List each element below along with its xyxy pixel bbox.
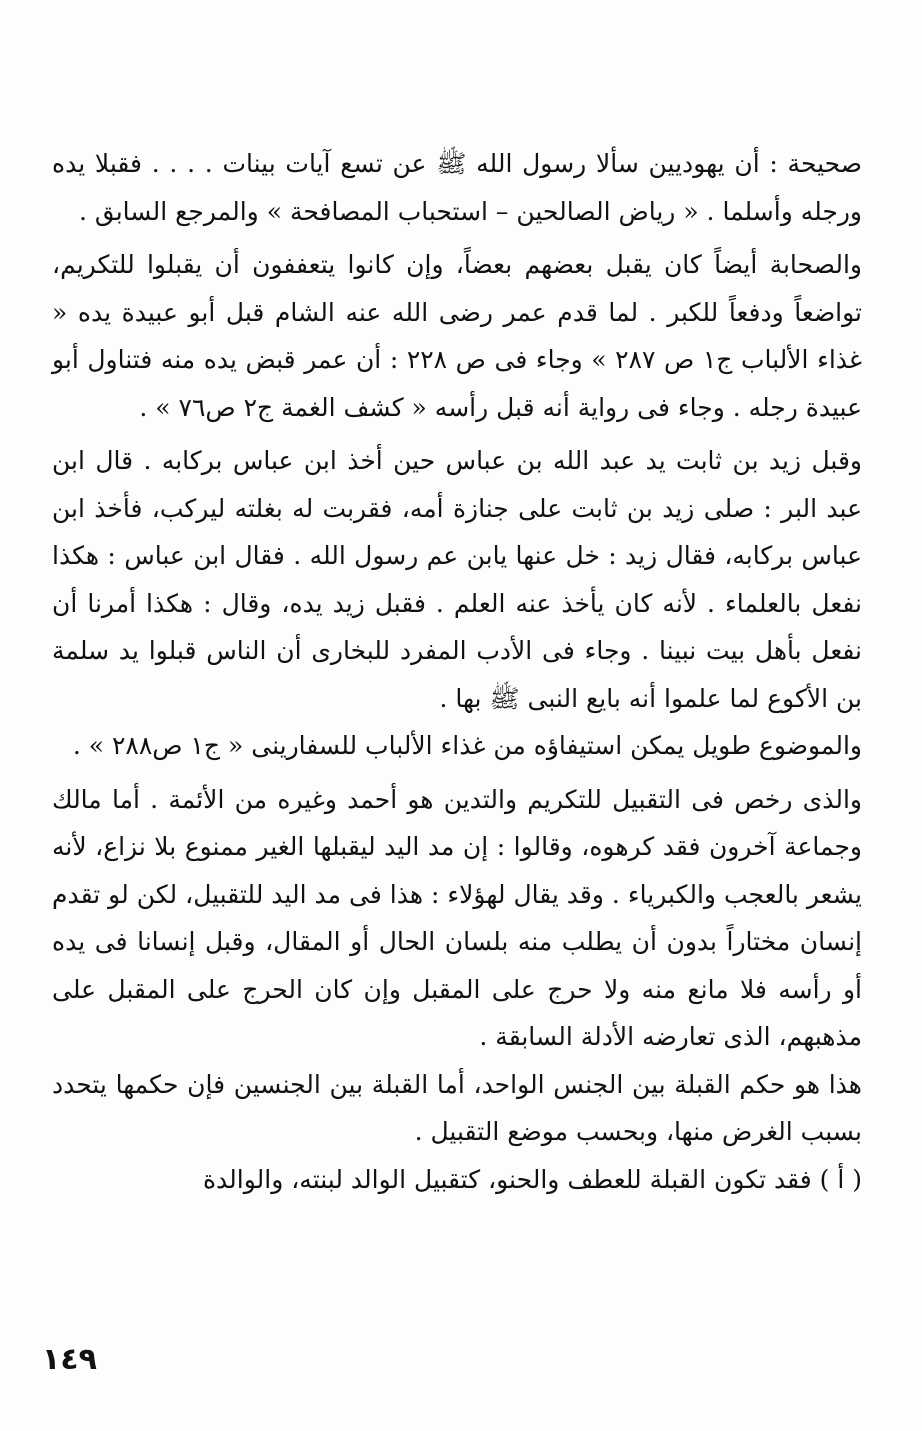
page-body xyxy=(52,140,862,1203)
paragraph-3: وقبل زيد بن ثابت يد عبد الله بن عباس حين أخذ ابن عباس بركابه . قال ابن عبد البر : صلى زيد بن ثابت على جنازة أمه، فقربت له بغلته ليركب، فأخذ ابن عباس بركابه، فقال زيد : خل عنها يابن عم رسول الله . فقال ابن عباس : هكذا نفعل بالعلماء . لأنه كان يأخذ عنه العلم . فقبل زيد يده، وقال : هكذا أمرنا أن نفعل بأهل بيت نبينا . وجاء فى الأدب المفرد للبخارى أن الناس قبلوا يد سلمة بن الأكوع لما علموا أنه بايع النبى ﷺ بها . xyxy=(52,446,862,713)
paragraph-4: والموضوع طويل يمكن استيفاؤه من غذاء الألباب للسفارينى « ج١ ص٢٨٨ » . xyxy=(72,731,862,760)
paragraph-7: ( أ ) فقد تكون القبلة للعطف والحنو، كتقبيل الوالد لبنته، والوالدة xyxy=(202,1164,862,1194)
page-number: ١٤٩ xyxy=(42,1342,97,1377)
paragraph-2: والصحابة أيضاً كان يقبل بعضهم بعضاً، وإن كانوا يتعففون أن يقبلوا للتكريم، تواضعاً ودفعاً للكبر . لما قدم عمر رضى الله عنه الشام قبل أبو عبيدة يده « غذاء الألباب ج١ ص ٢٨٧ » وجاء فى ص ٢٢٨ : أن عمر قبض يده منه فتناول أبو عبيدة رجله . وجاء فى رواية أنه قبل رأسه « كشف الغمة ج٢ ص٧٦ » . xyxy=(52,250,862,422)
paragraph-6: هذا هو حكم القبلة بين الجنس الواحد، أما القبلة بين الجنسين فإن حكمها يتحدد بسبب الغرض منها، وبحسب موضع التقبيل . xyxy=(52,1069,862,1146)
paragraph-5: والذى رخص فى التقبيل للتكريم والتدين هو أحمد وغيره من الأئمة . أما مالك وجماعة آخرون فقد كرهوه، وقالوا : إن مد اليد ليقبلها الغير ممنوع بلا نزاع، لأنه يشعر بالعجب والكبرياء . وقد يقال لهؤلاء : هذا فى مد اليد للتقبيل، لكن لو تقدم إنسان مختاراً بدون أن يطلب منه بلسان الحال أو المقال، وقبل إنسانا فى يده أو رأسه فلا مانع منه ولا حرج على المقبل وإن كان الحرج على المقبل على مذهبهم، الذى تعارضه الأدلة السابقة . xyxy=(52,784,862,1051)
paragraph-1: صحيحة : أن يهوديين سألا رسول الله ﷺ عن تسع آيات بينات . . . . فقبلا يده ورجله وأسلما . « رياض الصالحين – استحباب المصافحة » والمرجع السابق . xyxy=(52,149,862,226)
